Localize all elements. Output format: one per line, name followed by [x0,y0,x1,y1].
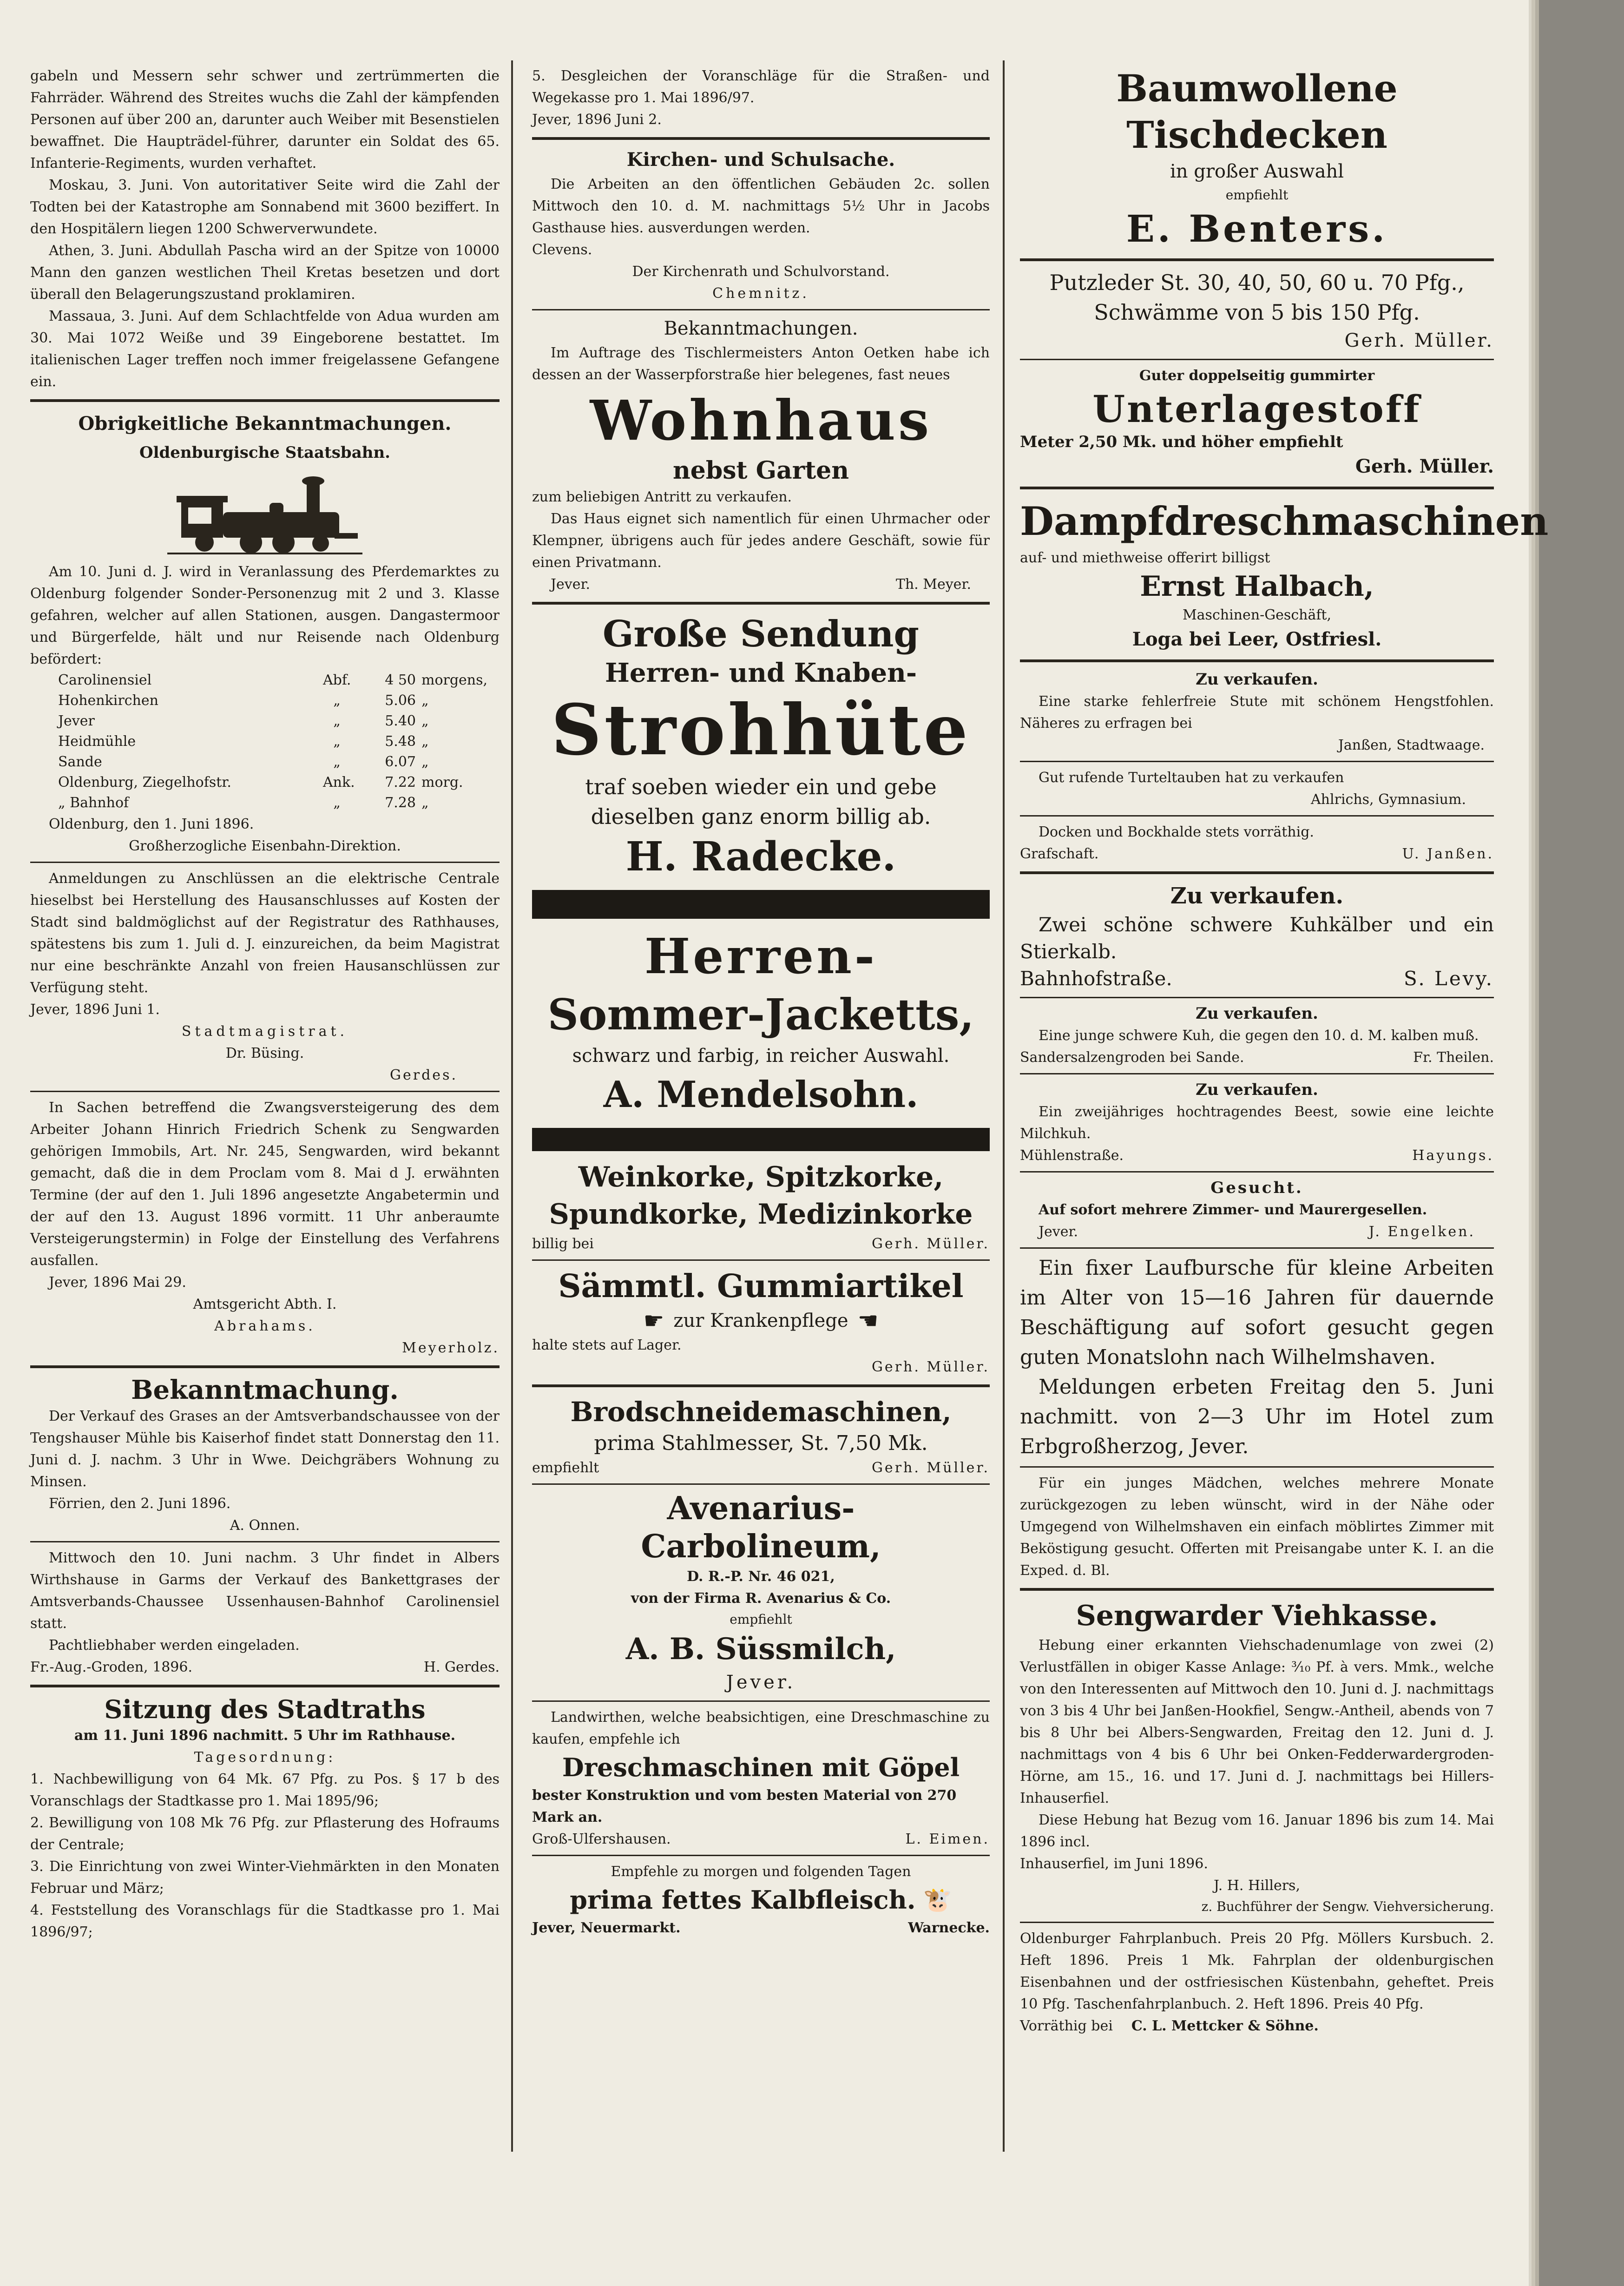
agenda-item: 3. Die Einrichtung von zwei Winter-Viehmärkten in den Monaten Februar und März; [30,1858,500,1897]
notice-title: Bekanntmachung. [131,1375,399,1405]
notice-title: Sengwarder Viehkasse. [1076,1600,1438,1632]
column-rule [511,60,513,2152]
notice-signature: Ahlrichs, Gymnasium. [1311,791,1466,808]
ad-advertiser: Gerh. Müller. [1344,330,1494,351]
notice-text: Eine starke fehlerfreie Stute mit schönem Hengstfohlen. Näheres zu erfragen bei [1020,693,1494,731]
notice-text: Am 10. Juni d. J. wird in Veranlassung des Pferdemarktes zu Oldenburg folgender Sonder-Personenzug mit 2 und 3. Klasse gefahren, welcher auf allen Stationen, ausgen. Dangastermoor und Bürgerfelde, hält und nur Reisende nach Oldenburg befördert: [30,564,500,667]
notice-place: Groß-Ulfershausen. [532,1831,671,1847]
notice-title: Gesucht. [1210,1179,1303,1197]
schedule-time: 4 50 [385,672,416,688]
divider [1020,1073,1494,1074]
ad-text: Meldungen erbeten Freitag den 5. Juni nachmitt. von 2—3 Uhr im Hotel zum Erbgroßherzog, Jever. [1020,1375,1494,1458]
notice-text: Docken und Bockhalde stets vorräthig. [1039,824,1314,840]
notice-title: Zu verkaufen. [1196,1080,1318,1099]
ad-text: Vorräthig bei [1020,2018,1113,2034]
notice-place: Jever, Neuermarkt. [532,1920,681,1936]
divider [1020,1171,1494,1173]
schedule-mark: Abf. [323,672,351,688]
ad-headline: Strohhüte [551,689,971,771]
schedule-note: morgens, [421,672,488,688]
notice-title: Zu verkaufen. [1170,883,1344,909]
news-paragraph: Moskau, 3. Juni. Von autoritativer Seite wird die Zahl der Todten bei der Katastrophe am Sonnabend mit 3600 beziffert. In den Hospitälern liegen 1200 Schwerverwundete. [30,177,500,237]
ad-text: bester Konstruktion und vom besten Material von 270 Mark an. [532,1787,957,1825]
notice-signature: Meyerholz. [402,1340,500,1356]
signature-row [1020,1145,1494,1166]
notice-subtitle: am 11. Juni 1896 nachmitt. 5 Uhr im Rathhause. [74,1727,456,1744]
signature-row [1020,2015,1494,2037]
ad-text: prima Stahlmesser, St. 7,50 Mk. [594,1431,928,1455]
divider [30,1685,500,1687]
ad-headline: Avenarius- [667,1490,855,1527]
ad-text: Landwirthen, welche beabsichtigen, eine Dreschmaschine zu kaufen, empfehle ich [532,1709,990,1747]
divider [1020,1922,1494,1923]
notice-date: Jever, 1896 Juni 2. [532,112,662,128]
ad-subheadline: Herren- und Knaben- [605,658,917,688]
notice-text: Gut rufende Turteltauben hat zu verkaufen [1039,770,1344,786]
ad-place: Jever. [726,1672,796,1693]
ad-text: Meter 2,50 Mk. und höher empfiehlt [1020,433,1343,451]
notice-text: Auf sofort mehrere Zimmer- und Maurergesellen. [1039,1202,1427,1218]
divider [1020,815,1494,817]
notice-text: Eine junge schwere Kuh, die gegen den 10. d. M. kalben muß. [1039,1028,1479,1044]
ad-advertiser: A. B. Süssmilch, [625,1632,896,1667]
kalb-row [532,1883,990,1917]
divider [1020,997,1494,998]
ad-text: Putzleder St. 30, 40, 50, 60 u. 70 Pfg., [1049,270,1465,295]
notice-place: Grafschaft. [1020,846,1099,862]
schedule-station: Jever [58,713,95,729]
signature-row [1020,965,1494,992]
notice-signature: J. Engelken. [1368,1224,1475,1240]
signature-row [532,1233,990,1255]
ad-text: Schwämme von 5 bis 150 Pfg. [1094,300,1420,325]
notice-date: Fr.-Aug.-Groden, 1896. [30,1659,192,1675]
notice-place: Clevens. [532,242,592,258]
ad-text: zum beliebigen Antritt zu verkaufen. [532,489,792,505]
notice-signature: U. Janßen. [1402,846,1494,862]
schedule-time: 6.07 [385,754,416,770]
schedule-mark: „ [333,692,341,709]
divider [1020,1588,1494,1591]
ad-headline: Weinkorke, Spitzkorke, [578,1161,944,1193]
ad-text: empfiehlt [1225,187,1289,203]
divider [30,1365,500,1368]
agenda-item: 4. Feststellung des Voranschlags für die Stadtkasse pro 1. Mai 1896/97; [30,1902,500,1940]
pointing-hand-icon: ☚ [857,1307,879,1334]
notice-text: Zwei schöne schwere Kuhkälber und ein Stierkalb. [1020,913,1494,963]
divider [1020,659,1494,662]
schedule-station: Carolinensiel [58,672,152,688]
schedule-station: Heidmühle [58,733,136,750]
agenda-heading: Tagesordnung: [194,1749,336,1766]
divider [1020,1466,1494,1468]
schedule-note: morg. [421,774,463,791]
agenda-item: 5. Desgleichen der Voranschläge für die Straßen- und Wegekasse pro 1. Mai 1896/97. [532,68,990,106]
divider [532,602,990,605]
divider [532,1855,990,1856]
ad-headline: Dampfdreschmaschinen [1020,498,1549,544]
ad-headline: Herren- [644,928,877,985]
ad-advertiser: Gerh. Müller. [871,1236,990,1252]
section-heading: Obrigkeitliche Bekanntmachungen. [78,413,452,435]
notice-signature: Warnecke. [908,1920,990,1936]
notice-signature: A. Onnen. [230,1517,300,1534]
ad-advertiser: H. Radecke. [625,833,896,880]
notice-title: Kirchen- und Schulsache. [626,149,895,171]
divider [1020,1247,1494,1249]
signature-row [1020,1047,1494,1068]
locomotive-icon [167,468,362,556]
divider [30,1091,500,1092]
ad-text: traf soeben wieder ein und gebe dieselben ganz enorm billig ab. [585,774,937,829]
schedule-station: Hohenkirchen [58,692,158,709]
divider [30,862,500,863]
ad-text: in großer Auswahl [1170,161,1344,182]
signature-row [1020,1221,1494,1243]
notice-signature: J. H. Hillers, [1214,1878,1300,1894]
notice-signature: Amtsgericht Abth. I. [193,1296,337,1312]
section-heading: Bekanntmachungen. [664,318,858,339]
notice-signature: Abrahams. [214,1318,316,1334]
schedule-time: 5.06 [385,692,416,709]
notice-text: Hebung einer erkannten Viehschadenumlage von zwei (2) Verlustfällen in obiger Kasse Anlage: ³⁄₁₀ Pf. à vers. Mmk., welche von den Interessenten auf Mittwoch den 10. Juni d. J. nachmittags von 3 bis 4 Uhr bei Janßen-Hookfiel, Sengw.-Antheil, abends von 7 bis 8 Uhr bei Albers-Sengwarden, Freitag den 12. Juni d. J. nachmittags von 4 bis 6 Uhr bei Onken-Fedderwardergroden-Hörne, am 15., 16. und 17. Juni d. J. nachmittags bei Hillers-Inhauserfiel. [1020,1637,1494,1806]
schedule-mark: „ [333,795,341,811]
black-bar [532,1128,990,1151]
ad-text: Das Haus eignet sich namentlich für einen Uhrmacher oder Klempner, übrigens auch für jedes andere Geschäft, sowie für einen Privatmann. [532,511,990,571]
divider [532,309,990,310]
ad-headline: prima fettes Kalbfleisch. [570,1885,916,1915]
signature-row [532,573,990,595]
ad-text: schwarz und farbig, in reicher Auswahl. [572,1045,950,1067]
train-schedule [30,670,500,813]
schedule-note: „ [421,713,429,729]
agenda-item: 2. Bewilligung von 108 Mk 76 Pfg. zur Pflasterung des Hofraums der Centrale; [30,1815,500,1853]
notice-text: Anmeldungen zu Anschlüssen an die elektrische Centrale hieselbst bei Herstellung des Hausanschlusses auf Kosten der Stadt sind baldmöglichst auf der Registratur des Rathhauses, spätestens bis zum 1. Juli d. J. einzureichen, da beim Magistrat nur eine beschränkte Anzahl von freien Hausanschlüssen zur Verfügung steht. [30,870,500,996]
ad-subheadline: nebst Garten [672,456,849,485]
notice-date: Oldenburg, den 1. Juni 1896. [49,816,254,832]
notice-text: In Sachen betreffend die Zwangsversteigerung des dem Arbeiter Johann Hinrich Friedrich Schenk zu Sengwarden gehörigen Immobils, Art. Nr. 245, Sengwarden, wird bekannt gemacht, daß die in dem Proclam vom 8. Mai d J. erwähnten Termine (der auf den 1. Juli 1896 angesetzte Angabetermin und der auf den 13. August 1896 vormitt. 11 Uhr anberaumte Versteigerungstermin) in Folge der Einstellung des Verfahrens ausfallen. [30,1100,500,1269]
ad-headline: Spundkorke, Medizinkorke [549,1198,973,1231]
column-left [30,65,500,1943]
notice-signature: Hayungs. [1412,1147,1494,1164]
ad-advertiser: C. L. Mettcker & Söhne. [1131,2018,1319,2034]
signature-row [532,1917,990,1939]
ad-text: halte stets auf Lager. [532,1337,682,1353]
ad-advertiser: Gerh. Müller. [1355,455,1494,477]
notice-place: Mühlenstraße. [1020,1147,1124,1164]
divider [532,1259,990,1261]
notice-signature: Der Kirchenrath und Schulvorstand. [632,264,890,280]
notice-title: Zu verkaufen. [1196,1004,1318,1023]
schedule-station: Sande [58,754,102,770]
divider [1020,359,1494,360]
notice-text: Mittwoch den 10. Juni nachm. 3 Uhr findet in Albers Wirthshause in Garms der Verkauf des Bankettgrases der Amtsverbands-Chaussee Ussenhausen-Bahnhof Carolinensiel statt. [30,1550,500,1632]
schedule-note: „ [421,754,429,770]
column-right [1020,65,1549,2037]
schedule-mark: „ [333,713,341,729]
column-middle [532,65,990,1939]
ad-text: Ein fixer Laufbursche für kleine Arbeiten im Alter von 15—16 Jahren für dauernde Beschäftigung auf sofort gesucht gegen guten Monatslohn nach Wilhelmshaven. [1020,1256,1494,1369]
schedule-time: 7.22 [385,774,416,791]
ad-text: Empfehle zu morgen und folgenden Tagen [611,1864,911,1880]
news-paragraph: gabeln und Messern sehr schwer und zertrümmerten die Fahrräder. Während des Streites wuchs die Zahl der kämpfenden Personen auf über 200 an, darunter auch Weiber mit Besenstielen bewaffnet. Die Haupträdel-führer, darunter ein Soldat des 65. Infanterie-Regiments, wurden verhaftet. [30,68,500,171]
schedule-time: 5.48 [385,733,416,750]
notice-signature: S. Levy. [1404,967,1494,990]
news-paragraph: Athen, 3. Juni. Abdullah Pascha wird an der Spitze von 10000 Mann den ganzen westlichen Theil Kretas besetzen und dort überall den Belagerungszustand proklamiren. [30,243,500,303]
ad-text: Oldenburger Fahrplanbuch. Preis 20 Pfg. Möllers Kursbuch. 2. Heft 1896. Preis 1 Mk. Fahrplan der oldenburgischen Eisenbahnen und der ostfriesischen Küstenbahn, geheftet. Preis 10 Pfg. Taschenfahrplanbuch. 2. Heft 1896. Preis 40 Pfg. [1020,1930,1494,2012]
notice-signature: L. Eimen. [905,1831,990,1847]
ad-headline: Brodschneidemaschinen, [570,1396,952,1428]
ad-advertiser: Gerh. Müller. [871,1359,990,1375]
ad-subheadline: zur Krankenpflege [673,1310,848,1331]
ad-text: empfiehlt [730,1612,792,1627]
ad-headline: Große Sendung [603,613,919,655]
agenda-item: 1. Nachbewilligung von 64 Mk. 67 Pfg. zu Pos. § 17 b des Voranschlags der Stadtkasse pro 1. Mai 1895/96; [30,1771,500,1809]
signature-row [1020,843,1494,865]
ad-text: von der Firma R. Avenarius & Co. [631,1590,891,1607]
signature-row [532,1828,990,1850]
ad-headline: Unterlagestoff [1092,387,1421,431]
ad-text: Guter doppelseitig gummirter [1139,368,1375,384]
ad-headline: Sämmtl. Gummiartikel [558,1268,964,1305]
notice-date: Förrien, den 2. Juni 1896. [49,1495,231,1512]
notice-signature: Dr. Büsing. [225,1045,304,1061]
schedule-note: „ [421,733,429,750]
ad-text: Für ein junges Mädchen, welches mehrere Monate zurückgezogen zu leben wünscht, wird in der Nähe oder Umgegend von Wilhelmshaven ein einfach möblirtes Zimmer mit Beköstigung gesucht. Offerten mit Preisangabe unter K. I. an die Exped. d. Bl. [1020,1475,1494,1579]
divider [1020,487,1494,489]
schedule-mark: Ank. [323,774,355,791]
schedule-time: 5.40 [385,713,416,729]
notice-signature: z. Buchführer der Sengw. Viehversicherung. [1201,1899,1494,1914]
signature-row [532,1457,990,1479]
notice-signature: Gerdes. [390,1067,458,1083]
notice-signature: Th. Meyer. [895,576,971,593]
notice-text: Ein zweijähriges hochtragendes Beest, sowie eine leichte Milchkuh. [1020,1104,1494,1142]
schedule-mark: „ [333,733,341,750]
ad-advertiser: E. Benters. [1126,207,1388,250]
ad-advertiser: A. Mendelsohn. [603,1074,919,1116]
gummi-row [532,1307,990,1334]
ad-headline: Baumwollene Tischdecken [1116,66,1398,157]
notice-title: Sitzung des Stadtraths [104,1694,426,1724]
notice-title: Oldenburgische Staatsbahn. [139,443,391,462]
schedule-time: 7.28 [385,795,416,811]
ad-text: empfiehlt [532,1460,599,1476]
divider [30,399,500,402]
notice-signature: Großherzogliche Eisenbahn-Direktion. [129,838,401,854]
notice-date: Jever, 1896 Mai 29. [49,1274,186,1291]
notice-text: Die Arbeiten an den öffentlichen Gebäuden 2c. sollen Mittwoch den 10. d. M. nachmittags 5½ Uhr in Jacobs Gasthause hies. ausverdungen werden. [532,176,990,236]
ad-headline: Sommer-Jacketts, [547,989,974,1040]
ad-headline: Carbolineum, [641,1528,881,1565]
divider [1020,871,1494,874]
notice-title: Zu verkaufen. [1196,670,1318,689]
notice-place: Sandersalzengroden bei Sande. [1020,1049,1244,1066]
divider [532,1483,990,1485]
ad-headline: Dreschmaschinen mit Göpel [562,1752,960,1782]
ad-advertiser: Gerh. Müller. [871,1460,990,1476]
ad-text: Maschinen-Geschäft, [1182,607,1332,623]
ad-place: Loga bei Leer, Ostfriesl. [1132,628,1382,650]
notice-text: Der Verkauf des Grases an der Amtsverbandschaussee von der Tengshauser Mühle bis Kaiserhof findet statt Donnerstag den 11. Juni d. J. nachm. 3 Uhr in Wwe. Deichgräbers Wohnung zu Minsen. [30,1408,500,1490]
schedule-station: Oldenburg, Ziegelhofstr. [58,774,231,791]
notice-text: Pachtliebhaber werden eingeladen. [49,1637,300,1654]
notice-place: Jever. [1039,1224,1078,1240]
notice-text: Im Auftrage des Tischlermeisters Anton Oetken habe ich dessen an der Wasserpforstraße hier belegenes, fast neues [532,345,990,383]
black-bar [532,890,990,919]
notice-signature: H. Gerdes. [423,1659,500,1675]
pointing-hand-icon: ☛ [643,1307,664,1334]
notice-text: Diese Hebung hat Bezug vom 16. Januar 1896 bis zum 14. Mai 1896 incl. [1020,1812,1494,1850]
notice-signature: Chemnitz. [712,285,809,302]
schedule-note: „ [421,692,429,709]
ad-headline: Wohnhaus [590,388,932,453]
news-paragraph: Massaua, 3. Juni. Auf dem Schlachtfelde von Adua wurden am 30. Mai 1072 Weiße und 39 Eingeborene bestattet. Im italienischen Lager treffen noch immer freigelassene Gefangene ein. [30,308,500,390]
schedule-mark: „ [333,754,341,770]
schedule-note: „ [421,795,429,811]
ad-text: D. R.-P. Nr. 46 021, [687,1568,835,1585]
divider [1020,258,1494,261]
notice-signature: Fr. Theilen. [1413,1049,1494,1066]
notice-place: Jever. [551,576,591,593]
divider [532,1384,990,1387]
column-rule [1003,60,1005,2152]
divider [1020,761,1494,762]
divider [30,1541,500,1542]
notice-date: Inhauserfiel, im Juni 1896. [1020,1856,1208,1872]
ad-text: billig bei [532,1236,594,1252]
divider [532,137,990,140]
notice-signature: Stadtmagistrat. [181,1023,348,1040]
notice-signature: Janßen, Stadtwaage. [1338,737,1485,753]
calf-head-icon: 🐮 [923,1886,952,1913]
divider [532,1700,990,1702]
ad-advertiser: Ernst Halbach, [1140,570,1374,603]
ad-text: auf- und miethweise offerirt billigst [1020,550,1270,566]
notice-date: Jever, 1896 Juni 1. [30,1001,160,1018]
signature-row [30,1656,500,1678]
schedule-station: „ Bahnhof [58,795,129,811]
notice-place: Bahnhofstraße. [1020,967,1172,990]
